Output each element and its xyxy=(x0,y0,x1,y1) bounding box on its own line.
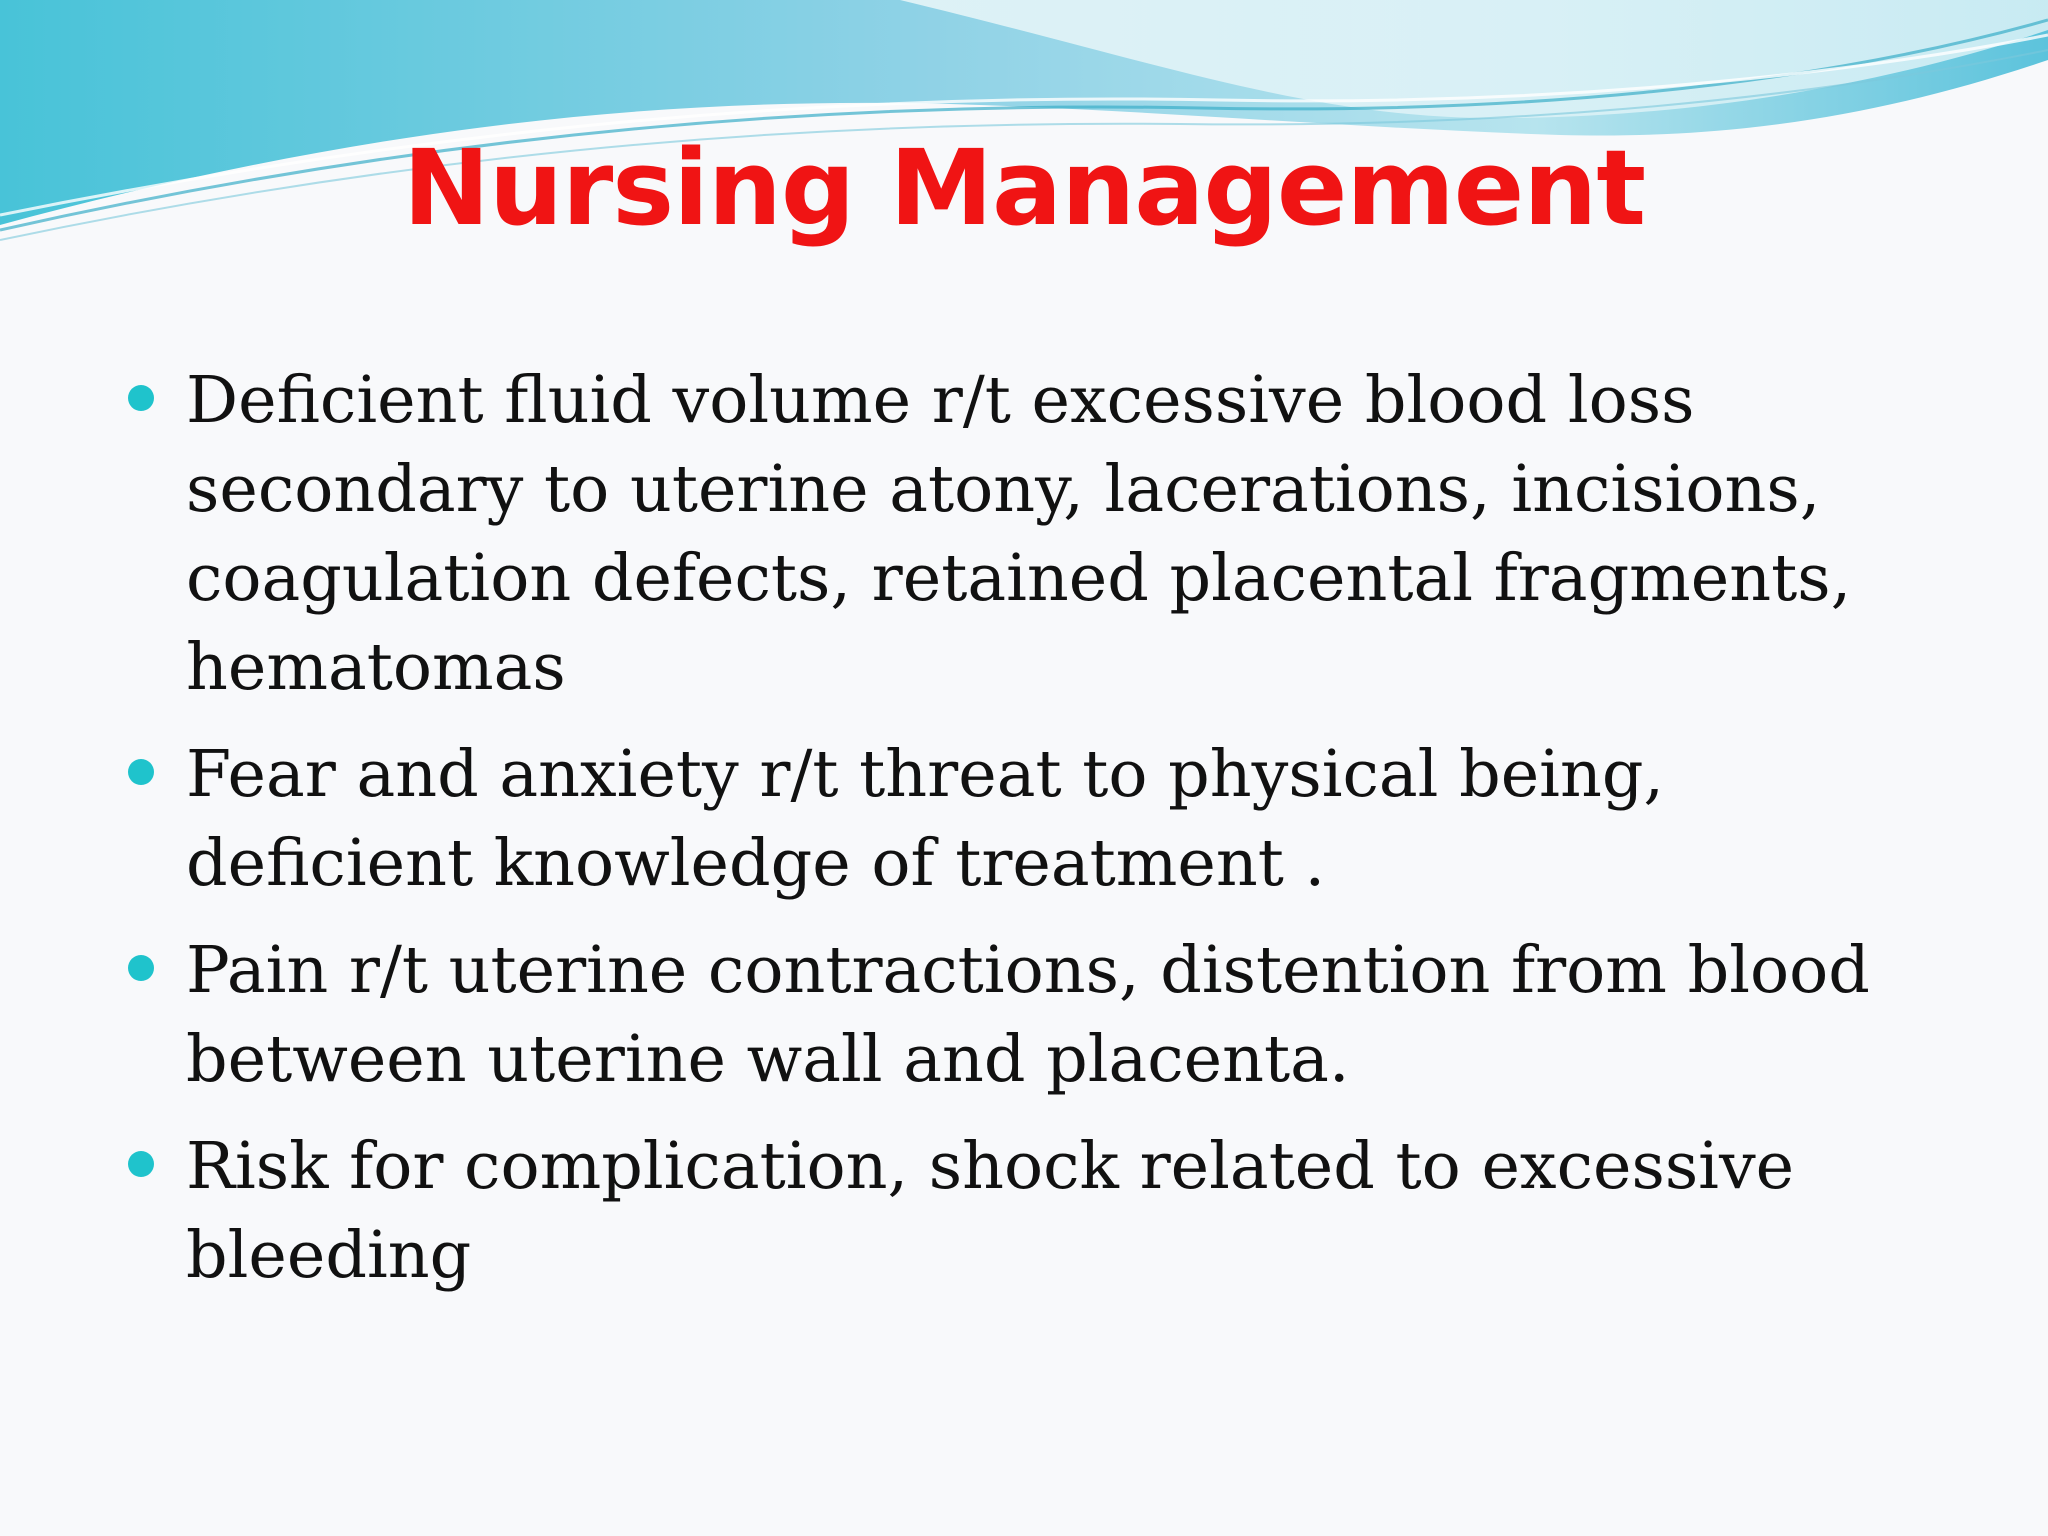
bullet-dot-icon xyxy=(128,955,154,981)
bullet-item xyxy=(128,926,1948,1104)
bullet-text: Pain r/t uterine contractions, distention from blood between uterine wall and placenta. xyxy=(186,933,1870,1097)
slide-title: Nursing Management xyxy=(402,127,1646,249)
bullet-list xyxy=(128,356,1948,1318)
bullet-item xyxy=(128,730,1948,908)
bullet-dot-icon xyxy=(128,1151,154,1177)
bullet-text: Fear and anxiety r/t threat to physical being, deficient knowledge of treatment . xyxy=(186,737,1665,901)
bullet-item xyxy=(128,356,1948,712)
bullet-text: Risk for complication, shock related to excessive bleeding xyxy=(186,1129,1795,1293)
bullet-dot-icon xyxy=(128,385,154,411)
bullet-text: Deficient fluid volume r/t excessive blood loss secondary to uterine atony, lacerations, incisions, coagulation defects, retained placental fragments, hematomas xyxy=(186,363,1852,705)
bullet-item xyxy=(128,1122,1948,1300)
bullet-dot-icon xyxy=(128,759,154,785)
